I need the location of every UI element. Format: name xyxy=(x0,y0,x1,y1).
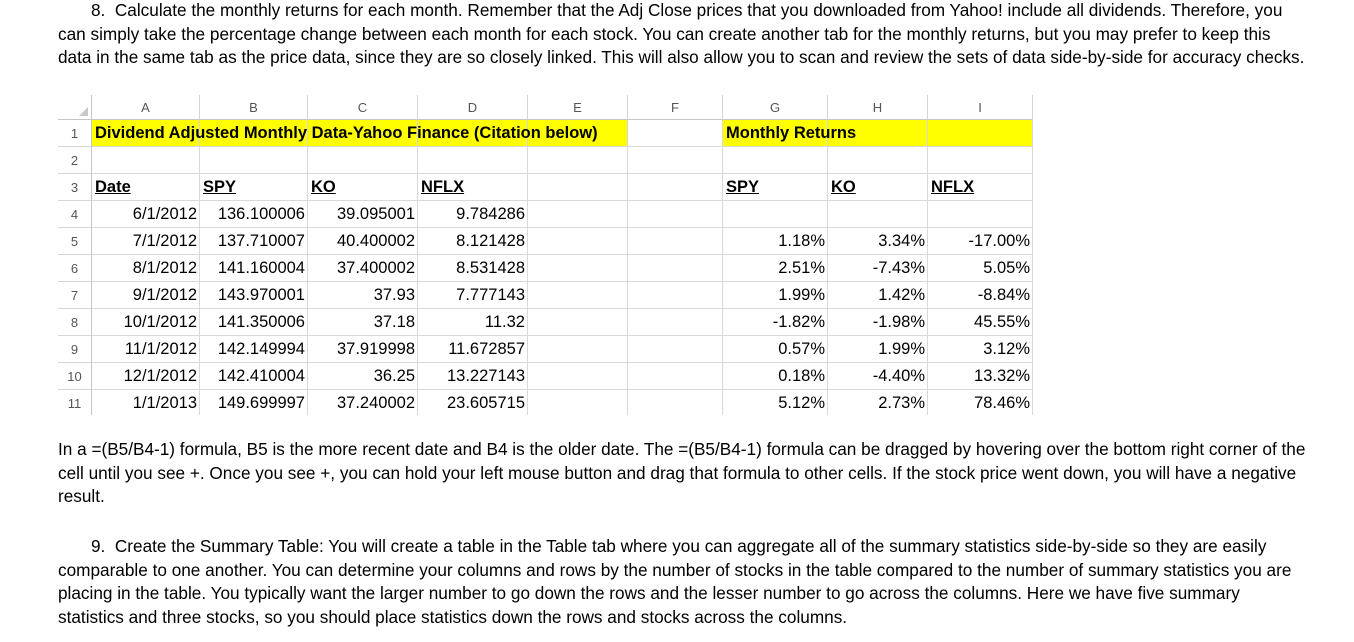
data-cell-spy: 136.100006 xyxy=(217,205,305,223)
grid-cell xyxy=(628,282,723,309)
data-cell-r-nflx: 3.12% xyxy=(983,340,1030,358)
column-header-d: D xyxy=(418,95,528,120)
spreadsheet-image xyxy=(58,95,1033,415)
grid-cell xyxy=(628,174,723,201)
data-cell-spy: 137.710007 xyxy=(217,232,305,250)
grid-cell xyxy=(418,147,528,174)
grid-cell xyxy=(200,147,308,174)
data-cell-nflx: 23.605715 xyxy=(447,394,525,412)
data-cell-spy: 141.160004 xyxy=(217,259,305,277)
grid-cell xyxy=(828,147,928,174)
data-cell-date: 10/1/2012 xyxy=(123,313,197,331)
row-header-1: 1 xyxy=(58,120,92,147)
row-header-10: 10 xyxy=(58,363,92,390)
price-header-spy: SPY xyxy=(203,178,237,196)
data-cell-r-spy xyxy=(723,201,828,228)
data-cell-r-nflx xyxy=(928,201,1033,228)
data-cell-nflx: 8.121428 xyxy=(456,232,525,250)
data-cell-spy: 149.699997 xyxy=(217,394,305,412)
data-cell-nflx: 8.531428 xyxy=(456,259,525,277)
data-cell-spy: 141.350006 xyxy=(217,313,305,331)
step-9-text: 9. Create the Summary Table: You will create a table in the Table tab where you can aggregate all of the summary statistics side-by-side so they are easily comparable to one another. You can determine your columns and rows by the number of stocks in the table compared to the number of summary statistics you are placing in the table. You typically want the larger number to go down the rows and the lesser number to go across the columns. Here we have five summary statistics and three stocks, so you should place statistics down the rows and stocks across the columns. xyxy=(58,536,1292,627)
data-cell-r-nflx: 5.05% xyxy=(983,259,1030,277)
data-cell-date: 12/1/2012 xyxy=(123,367,197,385)
grid-cell xyxy=(528,147,628,174)
data-cell-spy: 142.410004 xyxy=(217,367,305,385)
grid-cell xyxy=(628,309,723,336)
data-cell-date: 9/1/2012 xyxy=(132,286,197,304)
column-header-e: E xyxy=(528,95,628,120)
price-header-nflx: NFLX xyxy=(421,178,465,196)
row-header-2: 2 xyxy=(58,147,92,174)
data-cell-date: 8/1/2012 xyxy=(132,259,197,277)
row-header-7: 7 xyxy=(58,282,92,309)
data-cell-nflx: 13.227143 xyxy=(447,367,525,385)
grid-cell xyxy=(928,120,1033,147)
data-cell-r-nflx: 13.32% xyxy=(974,367,1030,385)
data-cell-date: 1/1/2013 xyxy=(132,394,197,412)
data-cell-nflx: 7.777143 xyxy=(456,286,525,304)
column-header-f: F xyxy=(628,95,723,120)
data-cell-r-spy: 0.57% xyxy=(778,340,825,358)
grid-cell xyxy=(628,228,723,255)
column-header-a: A xyxy=(92,95,200,120)
data-cell-ko: 36.25 xyxy=(373,367,415,385)
column-header-i: I xyxy=(928,95,1033,120)
grid-cell xyxy=(528,309,628,336)
price-header-date: Date xyxy=(95,178,131,196)
data-cell-r-ko: 2.73% xyxy=(878,394,925,412)
row-header-4: 4 xyxy=(58,201,92,228)
data-cell-r-nflx: 45.55% xyxy=(974,313,1030,331)
row-header-3: 3 xyxy=(58,174,92,201)
grid-cell xyxy=(528,201,628,228)
grid-cell xyxy=(528,363,628,390)
return-header-spy: SPY xyxy=(726,178,760,196)
grid-cell xyxy=(628,336,723,363)
data-cell-r-ko xyxy=(828,201,928,228)
data-cell-r-spy: 1.99% xyxy=(778,286,825,304)
grid-cell xyxy=(528,174,628,201)
row-header-11: 11 xyxy=(58,390,92,415)
column-header-b: B xyxy=(200,95,308,120)
column-header-h: H xyxy=(828,95,928,120)
data-cell-r-spy: 5.12% xyxy=(778,394,825,412)
data-cell-r-spy: 2.51% xyxy=(778,259,825,277)
grid-cell xyxy=(628,147,723,174)
data-cell-r-ko: 1.99% xyxy=(878,340,925,358)
data-cell-r-spy: 0.18% xyxy=(778,367,825,385)
data-cell-r-nflx: -17.00% xyxy=(968,232,1030,250)
grid-cell xyxy=(928,147,1033,174)
data-cell-nflx: 9.784286 xyxy=(456,205,525,223)
grid-cell xyxy=(628,120,723,147)
data-cell-r-ko: 3.34% xyxy=(878,232,925,250)
column-header-g: G xyxy=(723,95,828,120)
data-cell-ko: 37.919998 xyxy=(337,340,415,358)
column-header-c: C xyxy=(308,95,418,120)
data-cell-ko: 37.240002 xyxy=(337,394,415,412)
returns-table-title: Monthly Returns xyxy=(726,124,857,142)
data-cell-nflx: 11.672857 xyxy=(448,340,525,358)
return-header-ko: KO xyxy=(831,178,856,196)
data-cell-ko: 40.400002 xyxy=(337,232,415,250)
data-cell-r-nflx: 78.46% xyxy=(974,394,1030,412)
grid-cell xyxy=(92,147,200,174)
data-cell-r-ko: -1.98% xyxy=(872,313,925,331)
data-cell-r-spy: 1.18% xyxy=(778,232,825,250)
grid-cell xyxy=(628,390,723,415)
step-9-paragraph xyxy=(58,535,1308,629)
grid-cell xyxy=(528,228,628,255)
price-table-title: Dividend Adjusted Monthly Data-Yahoo Finance (Citation below) xyxy=(95,124,598,142)
row-header-5: 5 xyxy=(58,228,92,255)
grid-cell xyxy=(723,147,828,174)
grid-cell xyxy=(528,282,628,309)
grid-cell xyxy=(528,390,628,415)
data-cell-ko: 37.400002 xyxy=(337,259,415,277)
data-cell-spy: 143.970001 xyxy=(217,286,305,304)
grid-cell xyxy=(308,147,418,174)
data-cell-ko: 37.93 xyxy=(373,286,415,304)
step-8-text: 8. Calculate the monthly returns for each month. Remember that the Adj Close prices that you downloaded from Yahoo! include all dividends. Therefore, you can simply take the percentage change between each month for each stock. You can create another tab for the monthly returns, but you may prefer to keep this data in the same tab as the price data, since they are so closely linked. This will also allow you to scan and review the sets of data side-by-side for accuracy checks. xyxy=(58,0,1305,67)
grid-cell xyxy=(628,255,723,282)
data-cell-r-ko: -7.43% xyxy=(872,259,925,277)
formula-note-paragraph: In a =(B5/B4-1) formula, B5 is the more recent date and B4 is the older date. The =(B5/B4-1) formula can be dragged by hovering over the bottom right corner of the cell until you see +. Once you see +, you can hold your left mouse button and drag that formula to other cells. If the stock price went down, you will have a negative result. xyxy=(58,439,1306,506)
data-cell-r-ko: -4.40% xyxy=(872,367,925,385)
data-cell-ko: 39.095001 xyxy=(337,205,415,223)
grid-cell xyxy=(528,336,628,363)
data-cell-r-nflx: -8.84% xyxy=(977,286,1030,304)
data-cell-date: 11/1/2012 xyxy=(124,340,197,358)
data-cell-ko: 37.18 xyxy=(373,313,415,331)
data-cell-r-ko: 1.42% xyxy=(878,286,925,304)
data-cell-r-spy: -1.82% xyxy=(772,313,825,331)
data-cell-date: 6/1/2012 xyxy=(132,205,197,223)
data-cell-nflx: 11.32 xyxy=(484,313,525,331)
row-header-6: 6 xyxy=(58,255,92,282)
grid-cell xyxy=(528,255,628,282)
row-header-9: 9 xyxy=(58,336,92,363)
grid-cell xyxy=(628,363,723,390)
return-header-nflx: NFLX xyxy=(931,178,975,196)
select-all-corner xyxy=(58,95,92,120)
data-cell-spy: 142.149994 xyxy=(217,340,305,358)
row-header-8: 8 xyxy=(58,309,92,336)
data-cell-date: 7/1/2012 xyxy=(132,232,197,250)
grid-cell xyxy=(628,201,723,228)
price-header-ko: KO xyxy=(311,178,336,196)
step-8-paragraph xyxy=(58,0,1308,70)
